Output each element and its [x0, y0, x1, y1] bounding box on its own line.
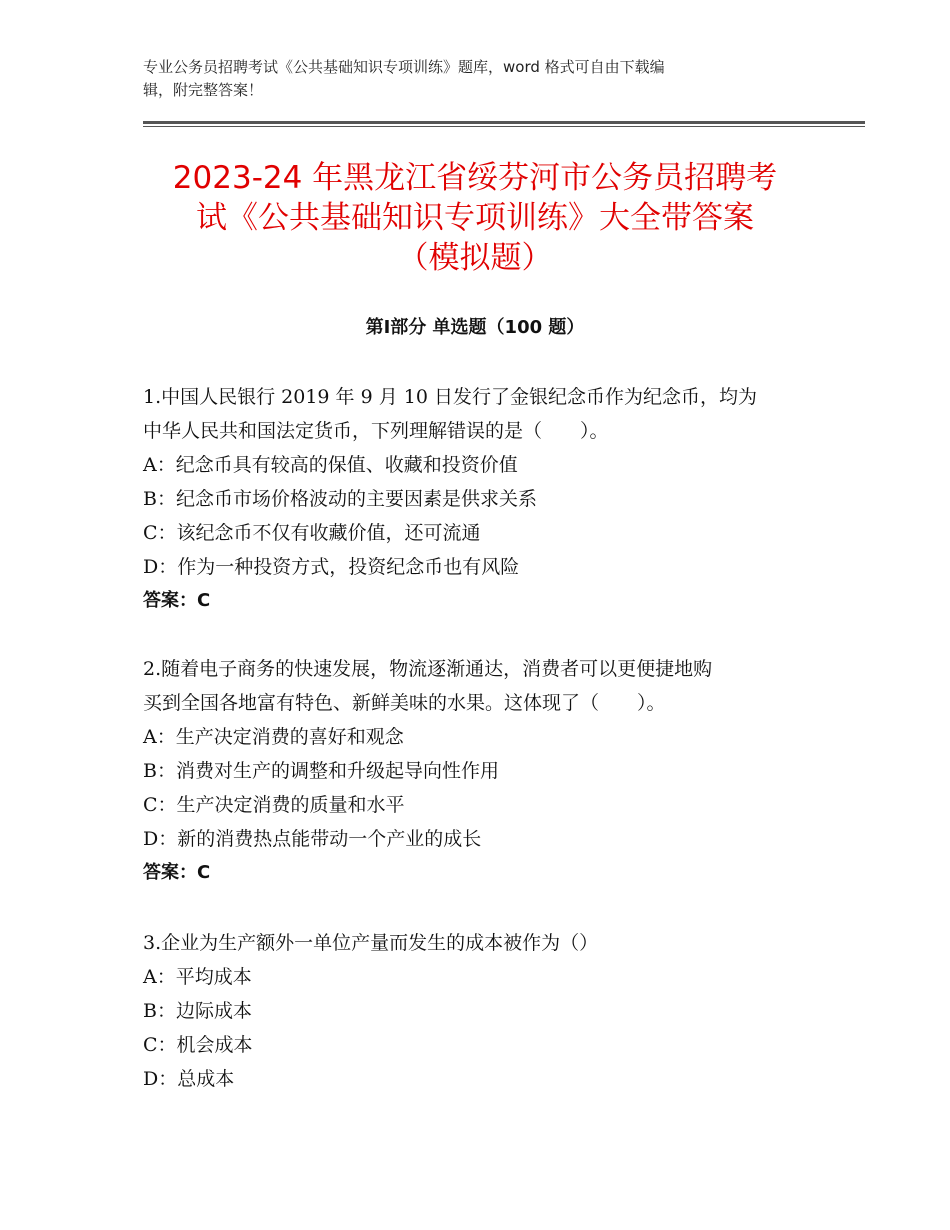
question-2-option-b: B：消费对生产的调整和升级起导向性作用 [143, 760, 499, 782]
header-divider-thin [143, 126, 865, 127]
question-1-option-c: C：该纪念币不仅有收藏价值，还可流通 [143, 522, 481, 544]
question-3-option-a: A：平均成本 [143, 966, 252, 988]
question-2-answer: 答案：C [143, 862, 211, 883]
question-3-stem-line-1: 3.企业为生产额外一单位产量而发生的成本被作为（） [143, 932, 599, 954]
header-divider-thick [143, 121, 865, 124]
document-title-line-2: 试《公共基础知识专项训练》大全带答案 [196, 200, 754, 236]
question-3-option-b: B：边际成本 [143, 1000, 252, 1022]
question-1-option-b: B：纪念币市场价格波动的主要因素是供求关系 [143, 488, 537, 510]
question-2 [143, 652, 823, 890]
document-title-line-3: （模拟题） [397, 240, 553, 276]
question-1-answer: 答案：C [143, 590, 211, 611]
question-1-stem-line-1: 1.中国人民银行 2019 年 9 月 10 日发行了金银纪念币作为纪念币，均为 [143, 386, 757, 408]
question-3-option-d: D：总成本 [143, 1068, 235, 1090]
question-1-stem-line-2: 中华人民共和国法定货币，下列理解错误的是（ ）。 [143, 420, 609, 442]
header-note [143, 56, 803, 102]
header-note-line-1: 专业公务员招聘考试《公共基础知识专项训练》题库，word 格式可自由下载编 [143, 58, 665, 76]
question-2-stem-line-1: 2.随着电子商务的快速发展，物流逐渐通达，消费者可以更便捷地购 [143, 658, 713, 680]
question-2-option-a: A：生产决定消费的喜好和观念 [143, 726, 404, 748]
question-1 [143, 380, 823, 618]
question-1-option-d: D：作为一种投资方式，投资纪念币也有风险 [143, 556, 520, 578]
question-2-option-d: D：新的消费热点能带动一个产业的成长 [143, 828, 482, 850]
question-2-option-c: C：生产决定消费的质量和水平 [143, 794, 405, 816]
section-title: 第Ⅰ部分 单选题（100 题） [365, 317, 585, 338]
question-3 [143, 926, 823, 1096]
question-1-option-a: A：纪念币具有较高的保值、收藏和投资价值 [143, 454, 518, 476]
document-title-line-1: 2023-24 年黑龙江省绥芬河市公务员招聘考 [172, 160, 778, 196]
question-2-stem-line-2: 买到全国各地富有特色、新鲜美味的水果。这体现了（ ）。 [143, 692, 666, 714]
header-note-line-2: 辑，附完整答案！ [143, 81, 264, 99]
document-title [110, 158, 840, 278]
question-3-option-c: C：机会成本 [143, 1034, 253, 1056]
